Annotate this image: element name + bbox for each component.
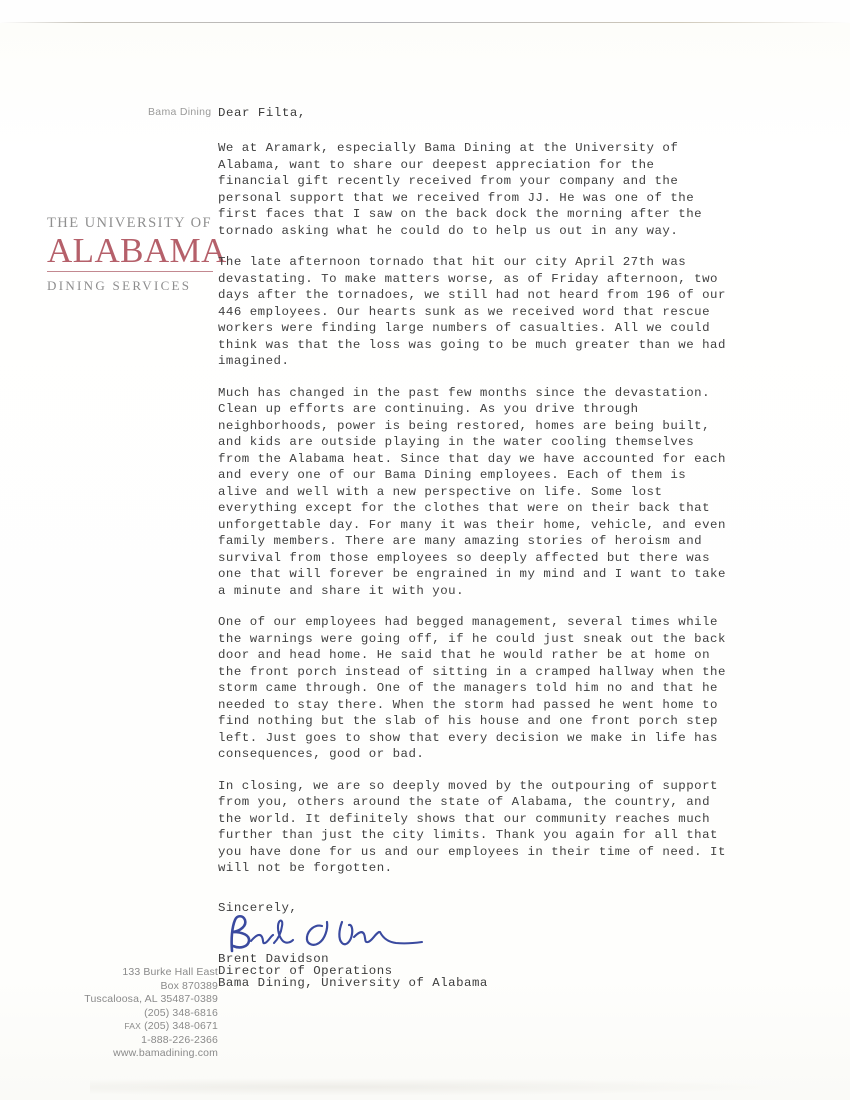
footer-city-state-zip: Tuscaloosa, AL 35487-0389 [84,993,218,1005]
signature-title: Director of Operations [218,964,393,978]
signature-organization: Bama Dining, University of Alabama [218,976,488,990]
footer-address-block [18,966,218,1061]
signature-name: Brent Davidson [218,952,330,966]
scan-smudge-artifact [90,1078,790,1096]
letter-paragraph: One of our employees had begged management, several times while the warnings were going off, if he could just sneak out the back door and head home. He said that he would rather be at home on the front porch instead of sitting in a cramped hallway when the storm came through. One of the managers told him no and that he needed to stay there. When the storm had passed he went home to find nothing but the slab of his house and one front porch step left. Just goes to show that every decision we make in life has consequences, good or bad. [218,615,734,761]
letter-paragraph: In closing, we are so deeply moved by the outpouring of support from you, others around the state of Alabama, the country, and the world. It definitely shows that our community reaches much further than just the city limits. Thank you again for all that you have done for us and our employees in their time of need. It will not be forgotten. [218,778,734,875]
logo-department-line: DINING SERVICES [47,277,192,293]
footer-street: 133 Burke Hall East [122,966,218,978]
letterhead-tagline: Bama Dining [148,106,212,118]
letter-salutation: Dear Filta, [218,106,306,120]
signature-block [218,901,618,991]
letter-paragraph: The late afternoon tornado that hit our city April 27th was devastating. To make matters worse, as of Friday afternoon, two days after the tornadoes, we still had not heard from 196 of our 446 employees. Our hearts sunk as we received word that rescue workers were finding large numbers of casualties. All we could think was that the loss was going to be much greater than we had imagined. [218,255,734,368]
signature-closing: Sincerely, [218,901,298,915]
footer-fax-label: FAX [124,1021,142,1031]
letter-paragraph: Much has changed in the past few months since the devastation. Clean up efforts are continuing. As you drive through neighborhoods, power is being restored, homes are being built, and kids are outside playing in the water cooling themselves from the Alabama heat. Since that day we have accounted for each and every one of our Bama Dining employees. Each of them is alive and well with a new perspective on life. Some lost everything except for the clothes that were on their back that unforgettable day. For many it was their home, vehicle, and even family members. There are many amazing stories of heroism and survival from those employees so deeply affected but there was one that will forever be engrained in my mind and I want to take a minute and share it with you. [218,385,734,598]
handwritten-signature [218,913,618,955]
scan-edge-artifact [0,22,850,23]
letter-body [218,140,734,877]
university-logo [47,215,227,294]
footer-box: Box 870389 [160,979,218,992]
logo-divider-rule [47,271,213,272]
footer-fax-number: (205) 348-0671 [144,1020,218,1032]
footer-phone: (205) 348-6816 [144,1006,218,1019]
letter-paragraph: We at Aramark, especially Bama Dining at the University of Alabama, want to share our deepest appreciation for the financial gift recently received from your company and the personal support that we received from JJ. He was one of the first faces that I saw on the back dock the morning after the tornado asking what he could do to help us out in any way. [218,141,711,238]
footer-website: www.bamadining.com [113,1047,218,1059]
logo-university-line: THE UNIVERSITY OF [47,215,213,231]
logo-wordmark: ALABAMA [47,230,227,270]
footer-toll-free: 1-888-226-2366 [141,1033,218,1046]
footer-fax [18,1020,218,1034]
